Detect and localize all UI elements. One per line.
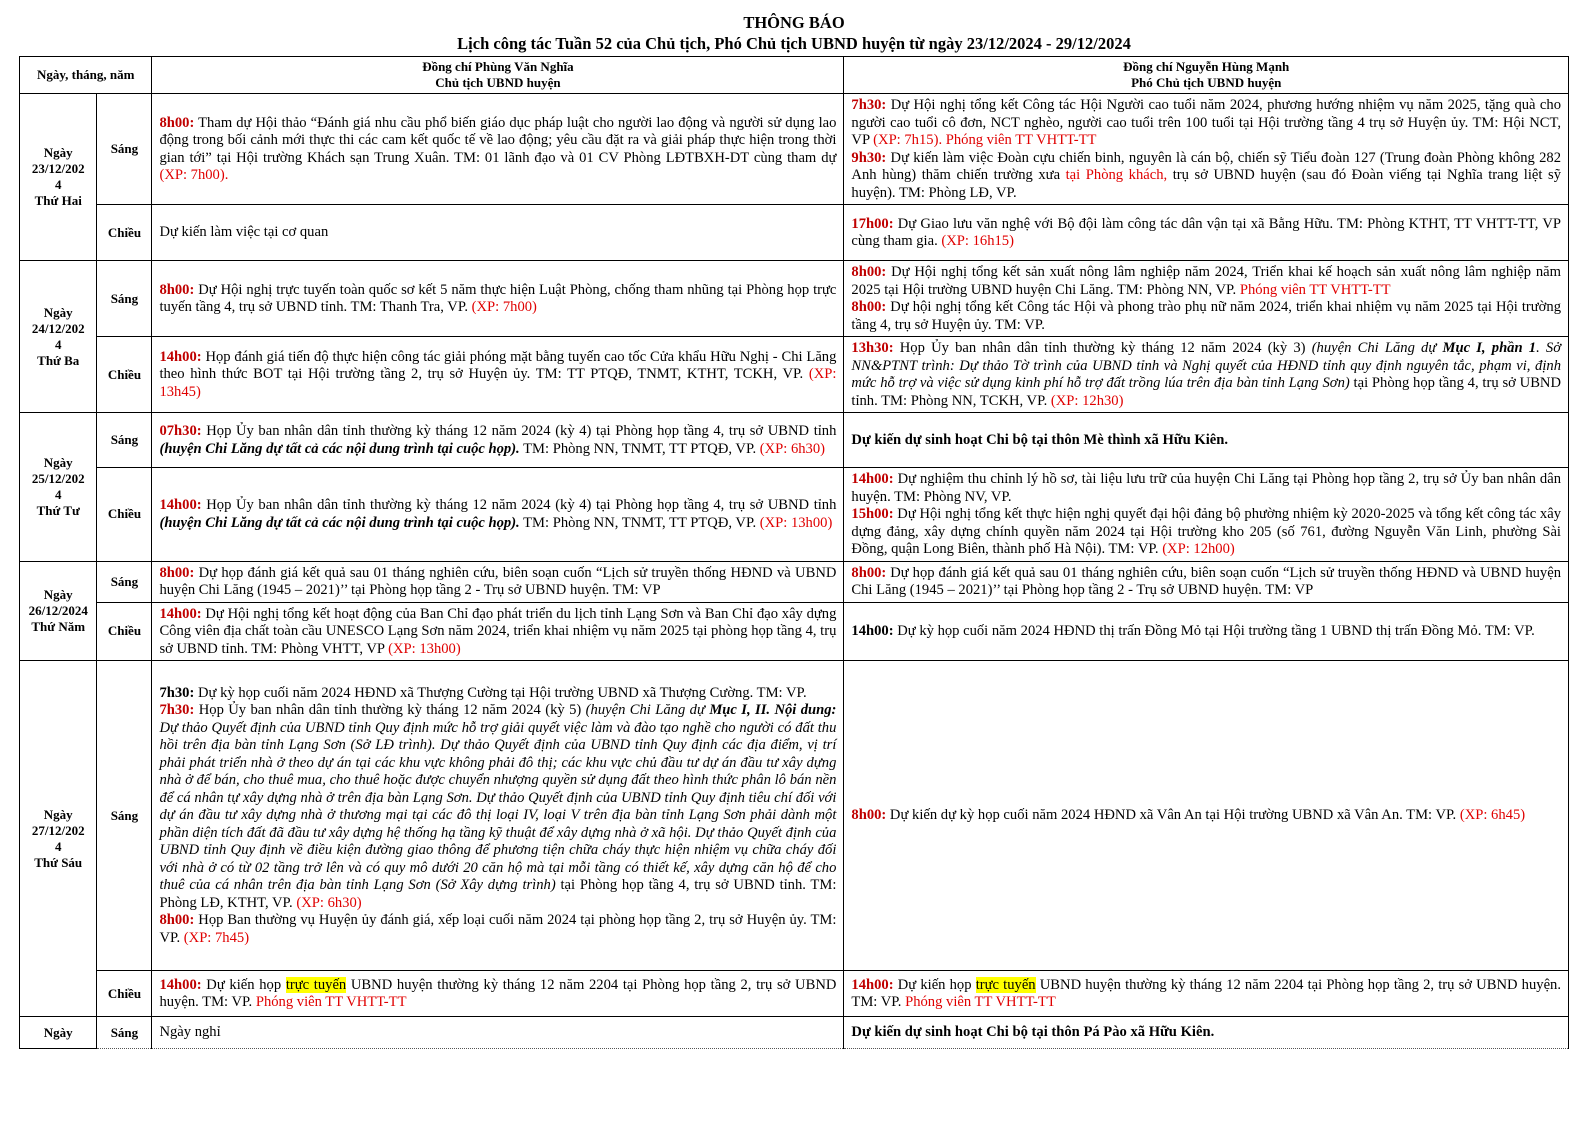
page-subtitle: Lịch công tác Tuần 52 của Chủ tịch, Phó Chủ tịch UBND huyện từ ngày 23/12/2024 - 29/12/2024 bbox=[457, 34, 1131, 53]
chair-morning-entry: 8h00: Dự Hội nghị trực tuyến toàn quốc sơ kết 5 năm thực hiện Luật Phòng, chống tham nhũng tại Phòng họp trực tuyến tầng 4, trụ sở UBND tỉnh. TM: Thanh Tra, VP. (XP: 7h00) bbox=[152, 261, 844, 337]
chair-morning-entry: Ngày nghỉ bbox=[152, 1017, 844, 1049]
vice-chair-morning-entry: Dự kiến dự sinh hoạt Chi bộ tại thôn Pá Pào xã Hữu Kiên. bbox=[844, 1017, 1569, 1049]
session-morning: Sáng bbox=[97, 94, 152, 205]
day-row-morning bbox=[20, 1017, 1569, 1049]
chair-afternoon-entry: 14h00: Dự kiến họp trực tuyến UBND huyện thường kỳ tháng 12 năm 2204 tại Phòng họp tầng 2, trụ sở UBND huyện. TM: VP. Phóng viên TT VHTT-TT bbox=[152, 971, 844, 1017]
session-afternoon: Chiều bbox=[97, 602, 152, 661]
chair-afternoon-entry: 14h00: Họp Ủy ban nhân dân tỉnh thường kỳ tháng 12 năm 2024 (kỳ 4) tại Phòng họp tầng 4, trụ sở UBND tỉnh (huyện Chi Lăng dự tất cả các nội dung trình tại cuộc họp). TM: Phòng NN, TNMT, TT PTQĐ, VP. (XP: 13h00) bbox=[152, 468, 844, 562]
vice-chair-afternoon-entry: 14h00: Dự kỳ họp cuối năm 2024 HĐND thị trấn Đồng Mỏ tại Hội trường tầng 1 UBND thị trấn Đồng Mỏ. TM: VP. bbox=[844, 602, 1569, 661]
session-afternoon: Chiều bbox=[97, 337, 152, 413]
day-cell: Ngày 27/12/202 4 Thứ Sáu bbox=[20, 661, 97, 1017]
header-row bbox=[20, 57, 1569, 94]
session-afternoon: Chiều bbox=[97, 468, 152, 562]
vice-chair-morning-entry: 8h00: Dự họp đánh giá kết quả sau 01 tháng nghiên cứu, biên soạn cuốn “Lịch sử truyền thống HĐND và UBND huyện Chi Lăng (1945 – 2021)’’ tại Phòng họp tầng 2 - Trụ sở UBND huyện. TM: VP bbox=[844, 561, 1569, 602]
session-morning: Sáng bbox=[97, 261, 152, 337]
vice-chair-afternoon-entry: 17h00: Dự Giao lưu văn nghệ với Bộ đội làm công tác dân vận tại xã Bằng Hữu. TM: Phòng KTHT, TT VHTT-TT, VP cùng tham gia. (XP: 16h15) bbox=[844, 205, 1569, 261]
chair-morning-entry: 7h30: Dự kỳ họp cuối năm 2024 HĐND xã Thượng Cường tại Hội trường UBND xã Thượng Cường. TM: VP. 7h30: Họp Ủy ban nhân dân tỉnh thường kỳ tháng 12 năm 2024 (kỳ 5) (huyện Chi Lăng dự Mục I, II. Nội dung: Dự thảo Quyết định của UBND tỉnh Quy định mức hỗ trợ giải quyết việc làm và đào tạo nghề cho người có đất thu hồi trên địa bàn tỉnh Lạng Sơn (Sở LĐ trình). Dự thảo Quyết định của UBND tỉnh Quy định các địa điểm, vị trí phải phát triển nhà ở theo dự án tại các khu vực không phải đô thị; các khu vực chủ đầu tư dự án đầu tư xây dựng nhà ở để bán, cho thuê mua, cho thuê hoặc được chuyển nhượng quyền sử dụng đất theo hình thức phân lô bán nền để cá nhân tự xây dựng nhà ở trên địa bàn Lạng Sơn. Dự thảo Quyết định của UBND tỉnh Quy định tiêu chí đối với dự án đầu tư xây dựng nhà ở thương mại tại các đô thị loại IV, loại V trên địa bàn tỉnh Lạng Sơn phải dành một phần diện tích đất đã đầu tư xây dựng hệ thống hạ tầng kỹ thuật để xây dựng nhà ở xã hội. Dự thảo Quyết định của UBND tỉnh Quy định về điều kiện đường giao thông để phương tiện chữa cháy thực hiện nhiệm vụ chữa cháy đối với nhà ở có từ 02 tầng trở lên và có quy mô dưới 20 căn hộ mà tại mỗi tầng có thiết kế, xây dựng căn hộ để cho thuê của cá nhân trên địa bàn tỉnh Lạng Sơn (Sở Xây dựng trình) tại Phòng họp tầng 4, trụ sở UBND tỉnh. TM: Phòng LĐ, KTHT, VP. (XP: 6h30) 8h00: Họp Ban thường vụ Huyện ủy đánh giá, xếp loại cuối năm 2024 tại phòng họp tầng 2, trụ sở Huyện ủy. TM: VP. (XP: 7h45) bbox=[152, 661, 844, 971]
session-morning: Sáng bbox=[97, 661, 152, 971]
chair-afternoon-entry: 14h00: Họp đánh giá tiến độ thực hiện công tác giải phóng mặt bằng tuyến cao tốc Cửa khẩu Hữu Nghị - Chi Lăng theo hình thức BOT tại Hội trường tầng 2, trụ sở Huyện ủy. TM: TT PTQĐ, TNMT, KTHT, TCKH, VP. (XP: 13h45) bbox=[152, 337, 844, 413]
vice-chair-afternoon-entry: 13h30: Họp Ủy ban nhân dân tỉnh thường kỳ tháng 12 năm 2024 (kỳ 3) (huyện Chi Lăng dự Mục I, phần 1. Sở NN&PTNT trình: Dự thảo Tờ trình của UBND tỉnh và Nghị quyết của HĐND tỉnh quy định nguyên tắc, phạm vi, định mức hỗ trợ và việc sử dụng kinh phí hỗ trợ đất trồng lúa trên địa bàn tỉnh Lạng Sơn) tại Phòng họp tầng 4, trụ sở UBND tỉnh. TM: Phòng NN, TCKH, VP. (XP: 12h30) bbox=[844, 337, 1569, 413]
day-row-morning bbox=[20, 661, 1569, 971]
session-morning: Sáng bbox=[97, 413, 152, 468]
day-row-morning bbox=[20, 561, 1569, 602]
chair-morning-entry: 07h30: Họp Ủy ban nhân dân tỉnh thường kỳ tháng 12 năm 2024 (kỳ 4) tại Phòng họp tầng 4, trụ sở UBND tỉnh (huyện Chi Lăng dự tất cả các nội dung trình tại cuộc họp). TM: Phòng NN, TNMT, TT PTQĐ, VP. (XP: 6h30) bbox=[152, 413, 844, 468]
day-cell: Ngày 25/12/202 4 Thứ Tư bbox=[20, 413, 97, 562]
vice-chair-morning-entry: Dự kiến dự sinh hoạt Chi bộ tại thôn Mè thình xã Hữu Kiên. bbox=[844, 413, 1569, 468]
vice-chair-afternoon-entry: 14h00: Dự kiến họp trực tuyến UBND huyện thường kỳ tháng 12 năm 2204 tại Phòng họp tầng 2, trụ sở UBND huyện. TM: VP. Phóng viên TT VHTT-TT bbox=[844, 971, 1569, 1017]
day-cell: Ngày 26/12/2024 Thứ Năm bbox=[20, 561, 97, 661]
chair-morning-entry: 8h00: Tham dự Hội thảo “Đánh giá nhu cầu phổ biến giáo dục pháp luật cho người lao động và người sử dụng lao động trong bối cảnh mới thực thi các cam kết quốc tế về lao động; yêu cầu đặt ra và giải pháp thực hiện trong thời gian tới” tại Hội trường Khách sạn Trung Xuân. TM: 01 lãnh đạo và 01 CV Phòng LĐTBXH-DT cùng tham dự (XP: 7h00). bbox=[152, 94, 844, 205]
session-afternoon: Chiều bbox=[97, 205, 152, 261]
day-row-afternoon bbox=[20, 205, 1569, 261]
vice-chair-morning-entry: 8h00: Dự kiến dự kỳ họp cuối năm 2024 HĐND xã Vân An tại Hội trường UBND xã Vân An. TM: VP. (XP: 6h45) bbox=[844, 661, 1569, 971]
day-row-afternoon bbox=[20, 337, 1569, 413]
day-cell: Ngày bbox=[20, 1017, 97, 1049]
person2-column-header: Đồng chí Nguyễn Hùng Mạnh Phó Chủ tịch UBND huyện bbox=[844, 57, 1569, 94]
session-afternoon: Chiều bbox=[97, 971, 152, 1017]
vice-chair-morning-entry: 8h00: Dự Hội nghị tổng kết sản xuất nông lâm nghiệp năm 2024, Triển khai kế hoạch sản xuất nông lâm nghiệp năm 2025 tại Hội trường UBND huyện Chi Lăng. TM: Phòng NN, VP. Phóng viên TT VHTT-TT 8h00: Dự hội nghị tổng kết Công tác Hội và phong trào phụ nữ năm 2024, triển khai nhiệm vụ năm 2025 tại Hội trường tầng 4, trụ sở Huyện ủy. TM: VP. bbox=[844, 261, 1569, 337]
vice-chair-morning-entry: 7h30: Dự Hội nghị tổng kết Công tác Hội Người cao tuổi năm 2024, phương hướng nhiệm vụ năm 2025, tặng quà cho người cao tuổi cô đơn, NCT nghèo, người cao tuổi trên 100 tuổi tại Hội trường tầng 4 trụ sở Huyện ủy. TM: Hội NCT, VP (XP: 7h15). Phóng viên TT VHTT-TT 9h30: Dự kiến làm việc Đoàn cựu chiến binh, nguyên là cán bộ, chiến sỹ Tiểu đoàn 127 (Trung đoàn Phòng không 282 Anh hùng) thăm chiến trường xưa tại Phòng khách, trụ sở UBND huyện (sau đó Đoàn viếng tại Nghĩa trang liệt sỹ huyện). TM: Phòng LĐ, VP. bbox=[844, 94, 1569, 205]
date-column-header: Ngày, tháng, năm bbox=[20, 57, 152, 94]
page-title: THÔNG BÁO bbox=[743, 13, 845, 32]
schedule-table bbox=[19, 56, 1569, 1049]
schedule-page bbox=[19, 12, 1569, 1049]
day-cell: Ngày 24/12/202 4 Thứ Ba bbox=[20, 261, 97, 413]
chair-morning-entry: 8h00: Dự họp đánh giá kết quả sau 01 tháng nghiên cứu, biên soạn cuốn “Lịch sử truyền thống HĐND và UBND huyện Chi Lăng (1945 – 2021)’’ tại Phòng họp tầng 2 - Trụ sở UBND huyện. TM: VP bbox=[152, 561, 844, 602]
day-cell: Ngày 23/12/202 4 Thứ Hai bbox=[20, 94, 97, 261]
day-row-morning bbox=[20, 413, 1569, 468]
day-row-afternoon bbox=[20, 602, 1569, 661]
day-row-morning bbox=[20, 94, 1569, 205]
session-morning: Sáng bbox=[97, 1017, 152, 1049]
chair-afternoon-entry: 14h00: Dự Hội nghị tổng kết hoạt động của Ban Chỉ đạo phát triển du lịch tỉnh Lạng Sơn và Ban Chỉ đạo xây dựng Công viên địa chất toàn cầu UNESCO Lạng Sơn năm 2024, triển khai nhiệm vụ năm 2025 tại phòng họp tầng 4, trụ sở UBND tỉnh. TM: Phòng VHTT, VP (XP: 13h00) bbox=[152, 602, 844, 661]
day-row-afternoon bbox=[20, 971, 1569, 1017]
day-row-afternoon bbox=[20, 468, 1569, 562]
day-row-morning bbox=[20, 261, 1569, 337]
vice-chair-afternoon-entry: 14h00: Dự nghiệm thu chỉnh lý hồ sơ, tài liệu lưu trữ của huyện Chi Lăng tại Phòng họp tầng 2, trụ sở Ủy ban nhân dân huyện. TM: Phòng NV, VP. 15h00: Dự Hội nghị tổng kết thực hiện nghị quyết đại hội đảng bộ phường nhiệm kỳ 2020-2025 và tổng kết công tác xây dựng đảng, xây dựng chính quyền năm 2024 tại Hội trường kho 205 (số 761, đường Nguyễn Văn Linh, phường Sài Đồng, quận Long Biên, thành phố Hà Nội). TM: VP. (XP: 12h00) bbox=[844, 468, 1569, 562]
chair-afternoon-entry: Dự kiến làm việc tại cơ quan bbox=[152, 205, 844, 261]
session-morning: Sáng bbox=[97, 561, 152, 602]
person1-column-header: Đồng chí Phùng Văn Nghĩa Chủ tịch UBND huyện bbox=[152, 57, 844, 94]
